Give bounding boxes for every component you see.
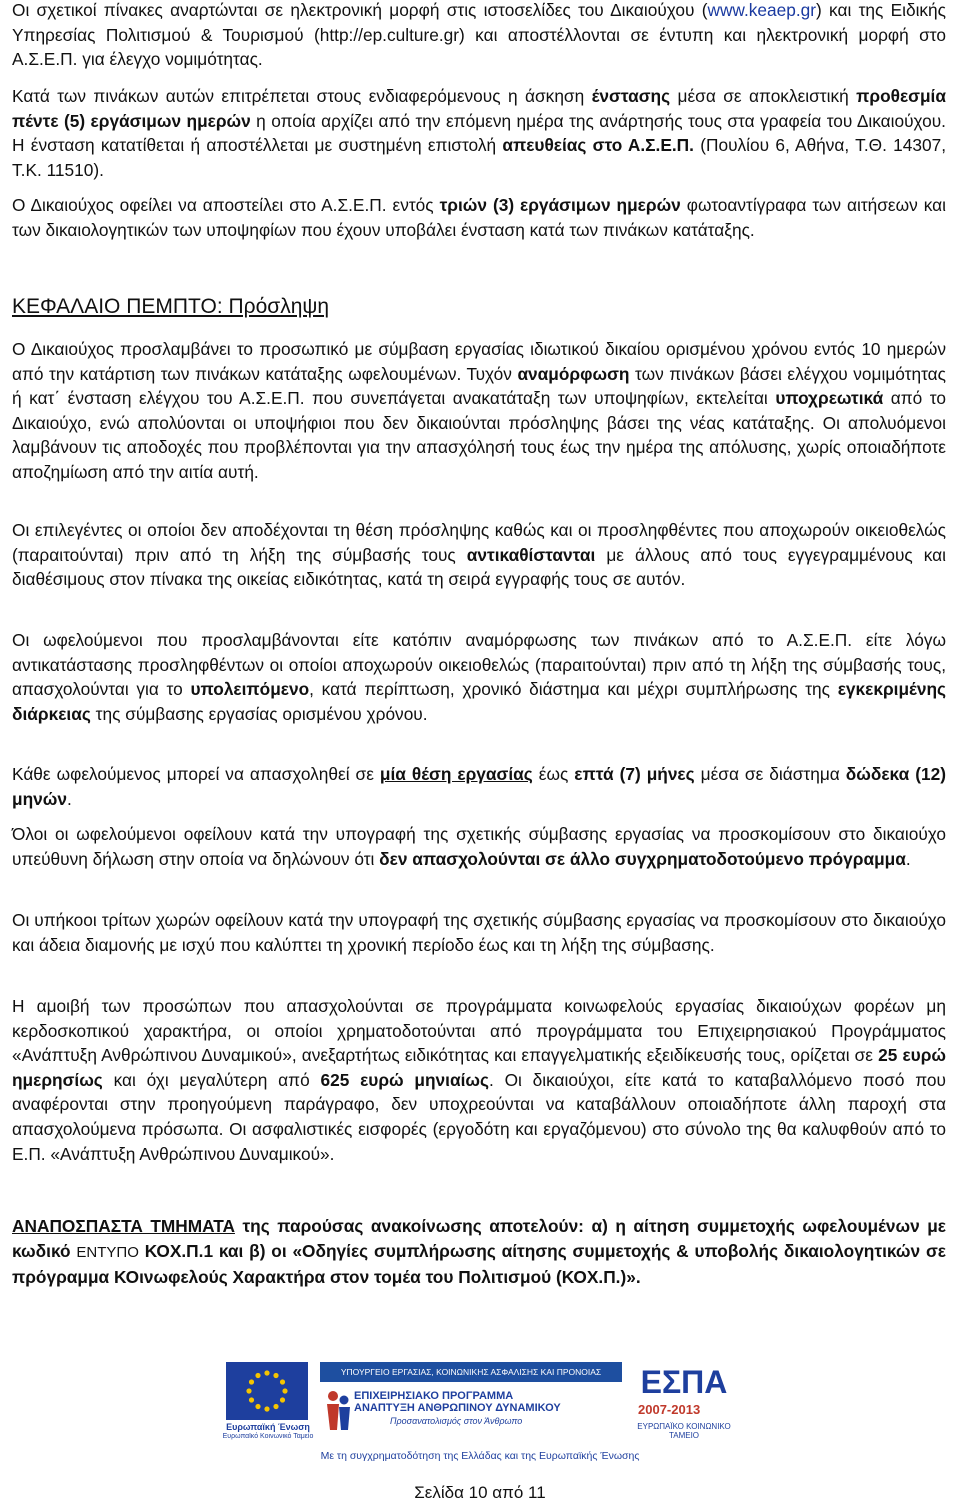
- bold-text: αναμόρφωση: [517, 363, 630, 384]
- text: Κατά των πινάκων αυτών επιτρέπεται στους ενδιαφερόμενους η άσκηση: [12, 86, 592, 106]
- program-line-1: ΕΠΙΧΕΙΡΗΣΙΑΚΟ ΠΡΟΓΡΑΜΜΑ: [354, 1390, 514, 1402]
- duration-paragraph: [12, 762, 946, 811]
- text: Η αμοιβή των προσώπων που απασχολούνται σε προγράμματα κοινωφελούς εργασίας δικαιούχων φορέων μη κερδοσκοπικού χαρακτήρα, οι οποίοι χρηματοδοτούνται από προγράμματα του Επιχειρησιακού Προγράμματος «Ανάπτυξη Ανθρώπινου Δυναμικού», ανεξαρτήτως ειδικότητας και επαγγελματικής εξειδίκευσής τους, ορίζεται σε: [12, 996, 946, 1066]
- bold-text: 25 ευρώ ημερησίως: [12, 1045, 946, 1090]
- program-line-2: ΑΝΑΠΤΥΞΗ ΑΝΘΡΩΠΙΝΟΥ ΔΥΝΑΜΙΚΟΥ: [354, 1402, 561, 1414]
- ministry-bar: ΥΠΟΥΡΓΕΙΟ ΕΡΓΑΣΙΑΣ, ΚΟΙΝΩΝΙΚΗΣ ΑΣΦΑΛΙΣΗΣ ΚΑΙ ΠΡΟΝΟΙΑΣ: [320, 1362, 622, 1382]
- bold-text: προθεσμία πέντε (5) εργάσιμων ημερών: [12, 86, 946, 131]
- text: .: [905, 848, 911, 869]
- page-number: Σελίδα 10 από 11: [414, 1483, 546, 1502]
- text: ΕΝΤΥΠΟ: [76, 1243, 139, 1261]
- bold-text: εγκεκριμένης διάρκειας: [12, 679, 947, 724]
- text: , κατά περίπτωση, χρονικό διάστημα και μέχρι συμπλήρωσης της: [309, 679, 838, 700]
- bold-text: ΚΟΧ.Π.1 και β) οι «Οδηγίες συμπλήρωσης αίτησης συμμετοχής & υποβολής δικαιολογητικών σε πρόγραμμα ΚΟινωφελούς Χαρακτήρα στον τομέα του Πολιτισμού (ΚΟΧ.Π.)».: [12, 1240, 946, 1288]
- hiring-paragraph: [12, 337, 946, 485]
- text: Κάθε ωφελούμενος μπορεί να απασχοληθεί σε: [12, 764, 380, 784]
- text: μέσα σε διάστημα: [694, 764, 846, 784]
- replacement-paragraph: [12, 518, 946, 592]
- bold-text: αντικαθίστανται: [466, 544, 596, 565]
- program-subtitle: Προσανατολισμός στον Άνθρωπο: [390, 1416, 523, 1426]
- send-paragraph: [12, 193, 946, 242]
- declaration-paragraph: [12, 822, 946, 871]
- text: Ο Δικαιούχος οφείλει να αποστείλει στο Α.Σ.Ε.Π. εντός: [12, 195, 440, 215]
- bold-underline-text: μία θέση εργασίας: [379, 764, 533, 784]
- espa-title: ΕΣΠΑ: [640, 1364, 728, 1400]
- bold-text: δώδεκα (12) μηνών: [12, 764, 946, 809]
- logo-strip: [0, 1358, 960, 1468]
- espa-fund: ΕΥΡΩΠΑΪΚΟ ΚΟΙΝΩΝΙΚΟ ΤΑΜΕΙΟ: [637, 1422, 731, 1440]
- third-country-paragraph: Οι υπήκοοι τρίτων χωρών οφείλουν κατά την υπογραφή της σχετικής σύμβασης εργασίας να προσκομίσουν στο δικαιούχο και άδεια διαμονής με ισχύ που καλύπτει τη χρονική περίοδο έως και τη λήξη της σύμβασης.: [12, 910, 946, 955]
- keaep-link[interactable]: www.keaep.gr: [707, 0, 817, 20]
- chapter-heading: ΚΕΦΑΛΑΙΟ ΠΕΜΠΤΟ: Πρόσληψη: [12, 295, 330, 318]
- eu-fund-name: Ευρωπαϊκό Κοινωνικό Ταμείο: [222, 1433, 314, 1440]
- eu-flag-icon: [226, 1362, 308, 1420]
- underlined-heading: ΑΝΑΠΟΣΠΑΣΤΑ ΤΜΗΜΑΤΑ: [12, 1216, 235, 1236]
- text: των πινάκων βάσει ελέγχου νομιμότητας ή κατ΄ ένσταση ελέγχου του Α.Σ.Ε.Π. που συνεπάγεται ανακατάταξη των υποψηφίων, εκτελείται: [12, 363, 947, 409]
- bold-text: της παρούσας ανακοίνωσης αποτελούν: α) η αίτηση συμμετοχής ωφελουμένων με κωδικό: [12, 1216, 946, 1261]
- program-title: [354, 1390, 614, 1414]
- text: μέσα σε αποκλειστική: [670, 86, 857, 106]
- bold-text: δεν απασχολούνται σε άλλο συγχρηματοδοτούμενο πρόγραμμα: [379, 848, 906, 869]
- text: . Οι δικαιούχοι, είτε κατά το καταβαλλόμενο ποσό που αναφέρονται στην προηγούμενη παράγραφο, δεν υποχρεούνται να καταβάλλουν οποιαδήποτε άλλη παροχή στα απασχολούμενα πρόσωπα. Οι ασφαλιστικές εισφορές (εργοδότη και εργαζόμενου) στο σύνολο της θα καλυφθούν από το Ε.Π. «Ανάπτυξη Ανθρώπινου Δυναμικού».: [12, 1069, 946, 1164]
- text: Οι επιλεγέντες οι οποίοι δεν αποδέχονται τη θέση πρόσληψης καθώς και οι προσληφθέντες που αποχωρούν οικειοθελώς (παραιτούνται) πριν από τη λήξη της σύμβασής τους: [12, 520, 946, 565]
- remaining-term-paragraph: [12, 628, 946, 726]
- eu-label: [218, 1422, 318, 1442]
- intro-text-2: ) και της Ειδικής Υπηρεσίας Πολιτισμού & Τουρισμού (http://ep.culture.gr) και αποστέλλονται σε έντυπη και ηλεκτρονική μορφή στο Α.Σ.Ε.Π. για έλεγχο νομιμότητας.: [12, 0, 947, 70]
- text: .: [66, 788, 72, 809]
- bold-text: υπολειπόμενο: [190, 679, 310, 700]
- bold-text: 625 ευρώ μηνιαίως: [320, 1069, 489, 1090]
- text: από το Δικαιούχο, ενώ απολύονται οι υποψήφιοι που δεν δικαιούνται πρόσληψης βάσει της νέας κατάταξης. Οι απολυόμενοι λαμβάνουν τις αποδοχές που προβλέπονται για την απασχόλησή τους έως την ημέρα της απόλυσης, χωρίς οποιαδήποτε αποζημίωση από την αιτία αυτή.: [12, 388, 946, 482]
- bold-text: τριών (3) εργάσιμων ημερών: [439, 195, 681, 215]
- eu-name: Ευρωπαϊκή Ένωση: [226, 1422, 310, 1432]
- espa-years: 2007-2013: [638, 1402, 701, 1417]
- text: έως: [532, 764, 575, 784]
- text: με άλλους από τους εγγεγραμμένους και διαθέσιμους στον πίνακα της οικείας ειδικότητας, κατά τη σειρά εγγραφής τους σε αυτόν.: [12, 544, 946, 590]
- text: Όλοι οι ωφελούμενοι οφείλουν κατά την υπογραφή της σχετικής σύμβασης εργασίας να προσκομίσουν στο δικαιούχο υπεύθυνη δήλωση στην οποία να δηλώνουν ότι: [12, 824, 946, 869]
- text: της σύμβασης εργασίας ορισμένου χρόνου.: [90, 703, 428, 724]
- text: (Πουλίου 6, Αθήνα, Τ.Θ. 14307, Τ.Κ. 11510).: [12, 135, 946, 180]
- intro-paragraph: [12, 0, 946, 72]
- payment-paragraph: [12, 994, 946, 1166]
- espa-logo: [632, 1362, 736, 1442]
- bold-text: απευθείας στο Α.Σ.Ε.Π.: [502, 135, 694, 156]
- bold-text: επτά (7) μήνες: [574, 764, 695, 784]
- text: φωτοαντίγραφα των αιτήσεων και των δικαιολογητικών των υποψηφίων που έχουν υποβάλει ένσταση κατά των πινάκων κατάταξης.: [12, 195, 946, 240]
- text: Οι ωφελούμενοι που προσλαμβάνονται είτε κατόπιν αναμόρφωσης των πινάκων από το Α.Σ.Ε.Π. είτε λόγω αντικατάστασης προσληφθέντων οι οποίοι αποχωρούν οικειοθελώς (παραιτούνται) πριν από τη λήξη της σύμβασής τους, απασχολούνται για το: [12, 630, 946, 700]
- ministry-logo: [320, 1362, 622, 1444]
- intro-text: Οι σχετικοί πίνακες αναρτώνται σε ηλεκτρονική μορφή στις ιστοσελίδες του Δικαιούχου (: [12, 0, 708, 20]
- text: και όχι μεγαλύτερη από: [102, 1069, 321, 1090]
- annexes-paragraph: [12, 1214, 946, 1290]
- bold-text: ένστασης: [591, 86, 671, 106]
- objection-paragraph: [12, 84, 946, 182]
- bold-text: υποχρεωτικά: [775, 388, 884, 409]
- cofunding-note: Με τη συγχρηματοδότηση της Ελλάδας και της Ευρωπαϊκής Ένωσης: [320, 1450, 640, 1462]
- text: η οποία αρχίζει από την επόμενη ημέρα της ανάρτησής τους στα γραφεία του Δικαιούχου. Η ένσταση κατατίθεται ή αποστέλλεται με συστημένη επιστολή: [12, 110, 946, 156]
- people-icon: [324, 1388, 352, 1432]
- text: Ο Δικαιούχος προσλαμβάνει το προσωπικό με σύμβαση εργασίας ιδιωτικού δικαίου ορισμένου χρόνου εντός 10 ημερών από την κατάρτιση των πινάκων κατάταξης ωφελουμένων. Τυχόν: [12, 339, 946, 384]
